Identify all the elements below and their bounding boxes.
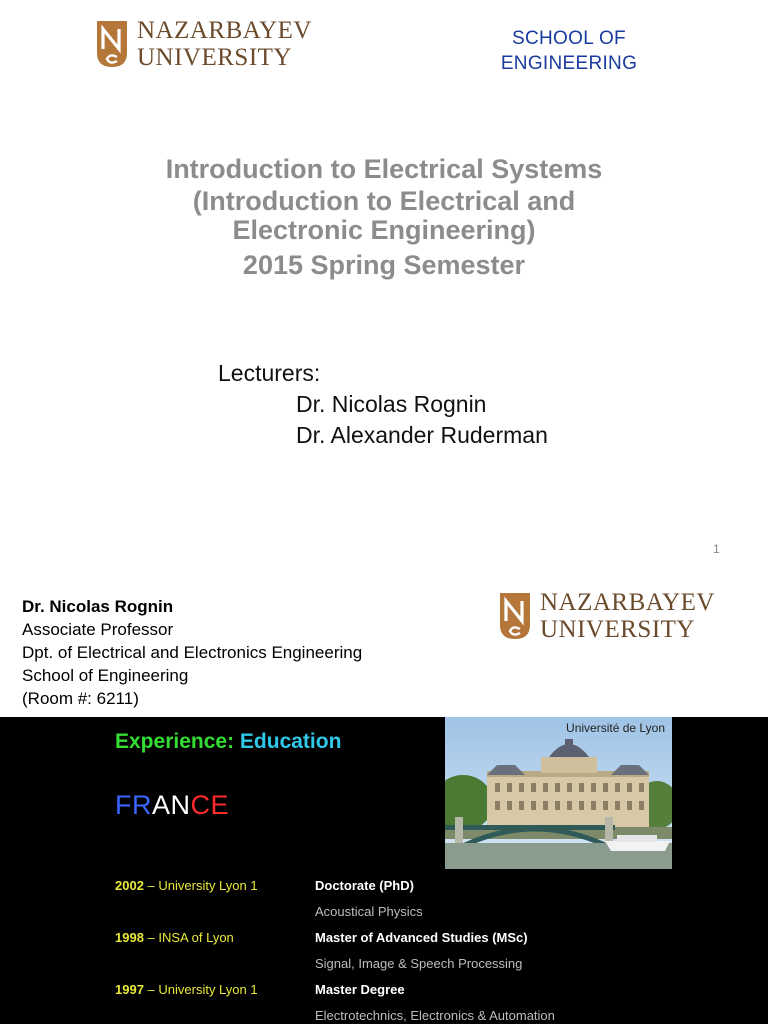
- logo-line1: NAZARBAYEV: [540, 589, 715, 616]
- profile-school: School of Engineering: [22, 666, 189, 685]
- edu-year: 2002 – University Lyon 1: [115, 878, 258, 893]
- country-part2: AN: [152, 790, 191, 820]
- page-number: 1: [713, 542, 720, 556]
- nu-emblem-icon: [498, 591, 532, 641]
- course-title: [0, 153, 768, 281]
- nu-emblem-icon: [95, 19, 129, 69]
- school-line2: ENGINEERING: [500, 53, 638, 74]
- logo-line2: UNIVERSITY: [137, 44, 292, 71]
- university-logo: [95, 18, 312, 70]
- country-part1: FR: [115, 790, 152, 820]
- photo-caption: Université de Lyon: [566, 721, 665, 735]
- lecturers-block: [218, 358, 548, 451]
- edu-degree: Doctorate (PhD): [315, 878, 414, 893]
- title-line3: Electronic Engineering): [232, 215, 536, 245]
- school-line1: SCHOOL OF: [512, 28, 626, 49]
- title-line4: 2015 Spring Semester: [242, 250, 526, 280]
- edu-degree: Master of Advanced Studies (MSc): [315, 930, 528, 945]
- profile-block: [22, 595, 362, 710]
- profile-department: Dpt. of Electrical and Electronics Engineering: [22, 643, 363, 662]
- lecturers-label: Lecturers:: [218, 360, 321, 386]
- profile-name: Dr. Nicolas Rognin: [22, 597, 174, 616]
- country-label: [115, 790, 229, 821]
- edu-year: 1998 – INSA of Lyon: [115, 930, 234, 945]
- edu-degree: Master Degree: [315, 982, 405, 997]
- country-part3: CE: [190, 790, 230, 820]
- edu-field: Signal, Image & Speech Processing: [315, 956, 523, 971]
- logo-line1: NAZARBAYEV: [137, 17, 312, 44]
- edu-year: 1997 – University Lyon 1: [115, 982, 258, 997]
- university-logo: [498, 590, 715, 642]
- profile-room: (Room #: 6211): [22, 689, 139, 708]
- profile-title: Associate Professor: [22, 620, 174, 639]
- lecturer-name: Dr. Nicolas Rognin: [296, 391, 487, 417]
- logo-line2: UNIVERSITY: [540, 616, 695, 643]
- experience-heading: [115, 730, 341, 754]
- heading-part2: Education: [239, 730, 342, 753]
- heading-part1: Experience:: [115, 730, 240, 753]
- title-line1: Introduction to Electrical Systems: [165, 154, 603, 184]
- edu-field: Electrotechnics, Electronics & Automation: [315, 1008, 555, 1023]
- edu-field: Acoustical Physics: [315, 904, 423, 919]
- school-label: [474, 26, 664, 76]
- title-line2: (Introduction to Electrical and: [192, 186, 576, 216]
- university-lyon-photo: [445, 717, 672, 869]
- lecturer-name: Dr. Alexander Ruderman: [296, 422, 548, 448]
